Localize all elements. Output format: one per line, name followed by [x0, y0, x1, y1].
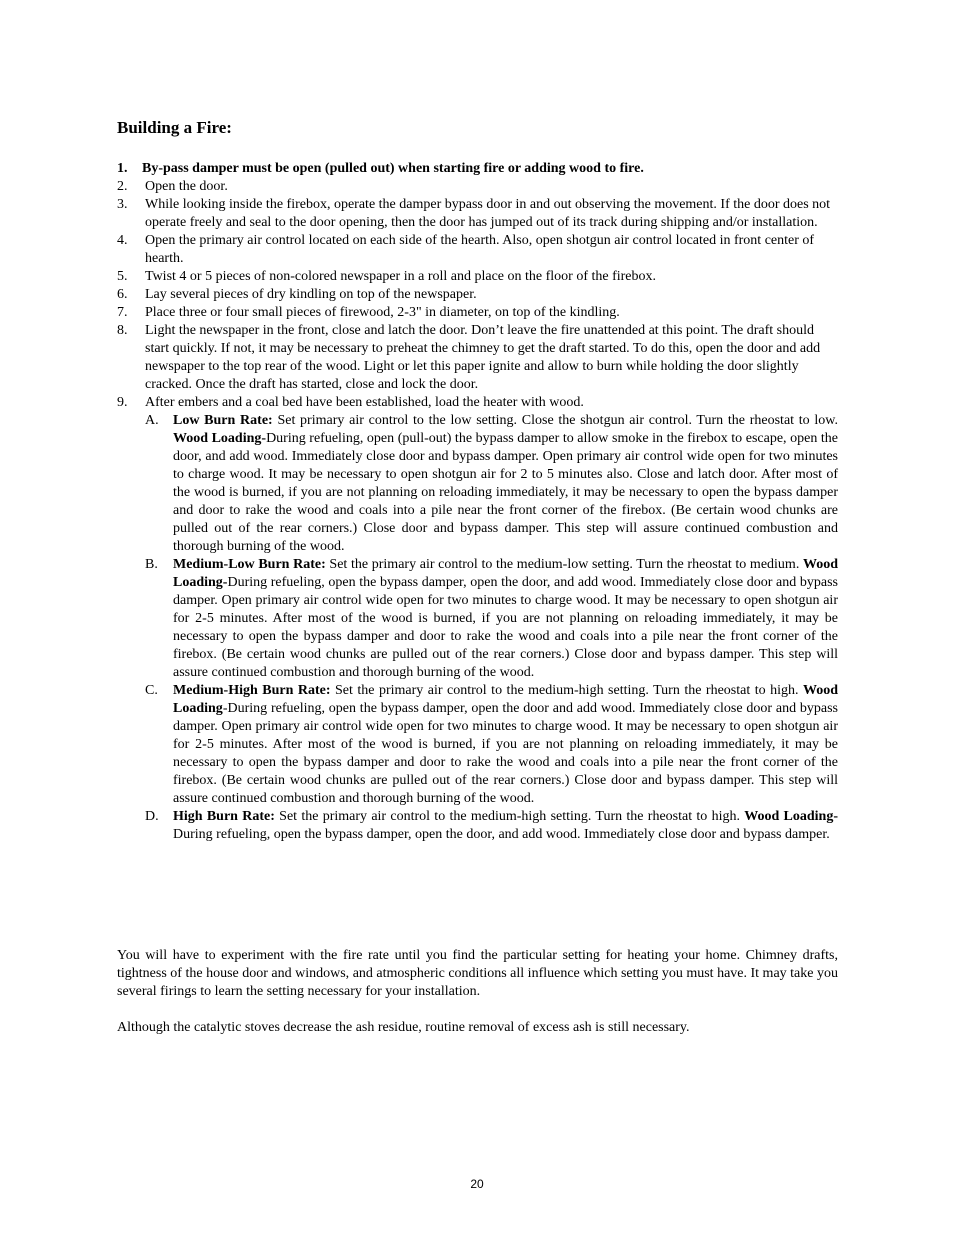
- wood-loading-label: Wood Loading: [173, 683, 838, 716]
- instruction-list: [117, 160, 838, 844]
- step-number: 7.: [117, 305, 128, 320]
- step-text: Twist 4 or 5 pieces of non-colored newspaper in a roll and place on the floor of the firebox.: [145, 269, 657, 284]
- burn-rate-text: Set primary air control to the low setting. Close the shotgun air control. Turn the rheostat to low.: [272, 413, 838, 428]
- step-text: Open the primary air control located on each side of the hearth. Also, open shotgun air control located in front center of hearth.: [145, 233, 815, 266]
- step-number: 2.: [117, 179, 128, 194]
- burn-rate-item-low: [117, 412, 838, 556]
- wood-loading-text: During refueling, open the bypass damper, open the door, and add wood. Immediately close door and bypass damper.: [173, 827, 830, 842]
- burn-rate-item-medium-high: [117, 682, 838, 808]
- burn-rate-title: Low Burn Rate:: [173, 413, 273, 428]
- burn-rate-title: Medium-Low Burn Rate:: [173, 557, 326, 572]
- step-text: While looking inside the firebox, operate the damper bypass door in and out observing the movement. If the door does not operate freely and seal to the door opening, then the door has jumped out of its track during shipping and/or installation.: [145, 197, 831, 230]
- list-item: [117, 322, 838, 394]
- list-item: [117, 286, 838, 304]
- list-item: [117, 394, 838, 412]
- step-text: Lay several pieces of dry kindling on top of the newspaper.: [145, 287, 477, 302]
- list-item: [117, 304, 838, 322]
- step-number: 5.: [117, 269, 128, 284]
- wood-loading-text: During refueling, open the bypass damper, open the door, and add wood. Immediately close door and bypass damper. Open primary air control wide open for two minutes to charge wood. It may be necessary to open shotgun air for 2-5 minutes. After most of the wood is burned, if you are not planning on reloading immediately, it may be necessary to open the bypass damper and door to rake the wood and coals into a pile near the front corner of the firebox. (Be certain wood chunks are pulled out of the rear corners.) Close door and bypass damper. This step will assure continued combustion and thorough burning of the wood.: [173, 575, 838, 680]
- list-item: [117, 178, 838, 196]
- step-number: 6.: [117, 287, 128, 302]
- step-text: Light the newspaper in the front, close and latch the door. Don’t leave the fire unattended at this point. The draft should start quickly. If not, it may be necessary to preheat the chimney to get the draft started. To do this, open the door and add newspaper to the top rear of the wood. Light or let this paper ignite and allow to burn while holding the door slightly cracked. Once the draft has started, close and lock the door.: [145, 323, 821, 392]
- wood-loading-label: Wood Loading-: [173, 431, 267, 446]
- list-item: [117, 232, 838, 268]
- ash-removal-paragraph: Although the catalytic stoves decrease the ash residue, routine removal of excess ash is still necessary.: [117, 1020, 690, 1035]
- step-number: 9.: [117, 395, 128, 410]
- step-text: Place three or four small pieces of firewood, 2-3" in diameter, on top of the kindling.: [145, 305, 620, 320]
- step-number: 8.: [117, 323, 128, 338]
- substep-letter: C.: [145, 683, 158, 698]
- list-item: [117, 160, 838, 178]
- substep-letter: B.: [145, 557, 158, 572]
- substep-letter: A.: [145, 413, 159, 428]
- wood-loading-text: During refueling, open (pull-out) the bypass damper to allow smoke in the firebox to escape, open the door, and add wood. Immediately close door and bypass damper. Open primary air control wide open for two minutes to charge wood. It may be necessary to open shotgun air for 2 to 5 minutes also. Close and latch door. After most of the wood is burned, if you are not planning on reloading immediately, it may be necessary to open the bypass damper and door to rake the wood and coals into a pile near the front corner of the firebox. (Be certain wood chunks are pulled out of the rear corners.) Close door and bypass damper. This step will assure continued combustion and thorough burning of the wood.: [173, 431, 839, 554]
- list-item: [117, 196, 838, 232]
- page-number: 20: [470, 1177, 484, 1191]
- wood-loading-text: -During refueling, open the bypass damper, open the door and add wood. Immediately close door and bypass damper. Open primary air control wide open for two minutes to charge wood. It may be necessary to open shotgun air for 2-5 minutes. After most of the wood is burned, if you are not planning on reloading immediately, it may be necessary to open the bypass damper and door to rake the wood and coals into a pile near the front corner of the firebox. (Be certain wood chunks are pulled out of the rear corners.) Close door and bypass damper. This step will assure continued combustion and thorough burning of the wood.: [173, 701, 838, 806]
- step-number: 4.: [117, 233, 128, 248]
- burn-rate-text: Set the primary air control to the medium-low setting. Turn the rheostat to medium.: [325, 557, 803, 572]
- burn-rate-item-medium-low: [117, 556, 838, 682]
- step-number: 3.: [117, 197, 128, 212]
- step-text: Open the door.: [145, 179, 228, 194]
- wood-loading-label: Wood Loading-: [173, 557, 838, 590]
- burn-rate-text: Set the primary air control to the medium-high setting. Turn the rheostat to high.: [274, 809, 745, 824]
- step-text: After embers and a coal bed have been established, load the heater with wood.: [145, 395, 584, 410]
- step-number: 1.: [117, 161, 128, 176]
- burn-rate-title: Medium-High Burn Rate:: [173, 683, 331, 698]
- step-text: By-pass damper must be open (pulled out) when starting fire or adding wood to fire.: [142, 161, 644, 176]
- substep-letter: D.: [145, 809, 159, 824]
- wood-loading-label: Wood Loading-: [744, 809, 838, 824]
- burn-rate-item-high: [117, 808, 838, 844]
- burn-rate-title: High Burn Rate:: [173, 809, 275, 824]
- burn-rate-text: Set the primary air control to the medium-high setting. Turn the rheostat to high.: [330, 683, 803, 698]
- fire-rate-paragraph: You will have to experiment with the fire rate until you find the particular setting for heating your home. Chimney drafts, tightness of the house door and windows, and atmospheric conditions all influence which setting you must have. It may take you several firings to learn the setting necessary for your installation.: [117, 948, 838, 999]
- section-heading: Building a Fire:: [117, 118, 232, 137]
- list-item: [117, 268, 838, 286]
